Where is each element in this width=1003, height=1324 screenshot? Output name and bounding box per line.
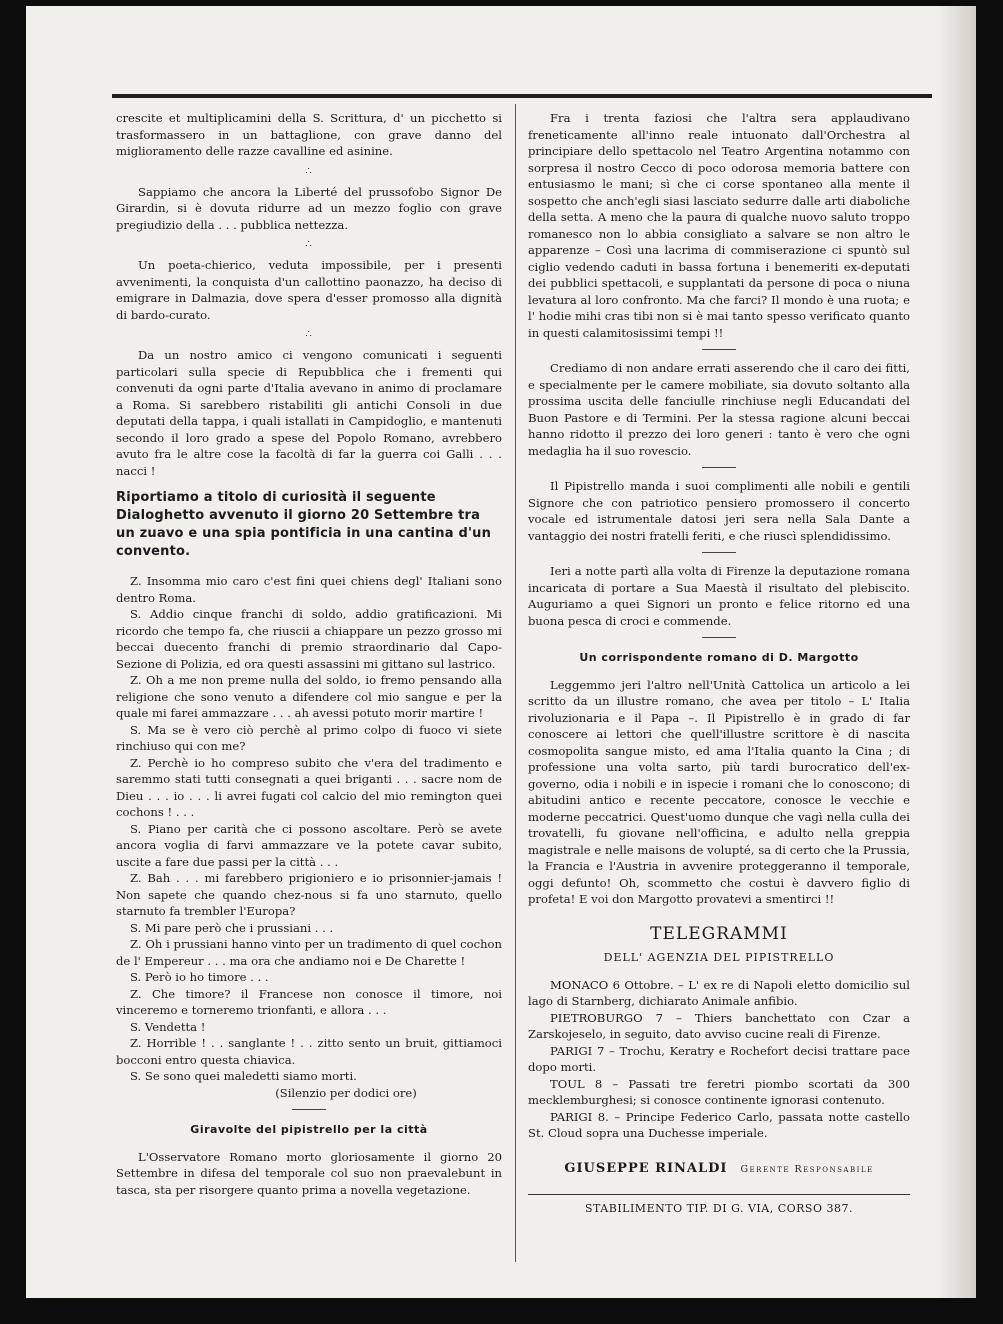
dialog-line: S. Se sono quei maledetti siamo morti.	[130, 1069, 357, 1083]
right-column	[528, 110, 910, 1218]
section-heading-giravolte: Giravolte del pipistrello per la città	[190, 1123, 428, 1136]
top-rule	[112, 94, 932, 98]
dialog-line: Z. Insomma mio caro c'est fini quei chiens degl' Italiani sono dentro Roma.	[116, 574, 502, 605]
dialog-line: S. Ma se è vero ciò perchè al primo colpo di fuoco vi siete rinchiuso qui con me?	[116, 722, 502, 753]
telegram-item: PARIGI 7 – Trochu, Keratry e Rochefort decisi trattare pace dopo morti.	[528, 1043, 910, 1074]
divider	[702, 637, 736, 638]
paragraph-osservatore: L'Osservatore Romano morto gloriosamente il giorno 20 Settembre in difesa del temporale col suo non praevalebunt in tasca, sta per risorgere quanto prima a novella vegetazione.	[116, 1149, 502, 1197]
divider	[702, 552, 736, 553]
paragraph-poeta-chierico: Un poeta-chierico, veduta impossibile, per i presenti avvenimenti, la conquista d'un callottino paonazzo, ha deciso di emigrare in Dalmazia, dove spera d'esser promosso alla dignità di bardo-curato.	[116, 258, 502, 322]
dialog-line: Z. Bah . . . mi farebbero prigioniero e io prisonnier-jamais ! Non sapete che quando chez-nous si fa uno starnuto, quello starnuto fa trembler l'Europa?	[116, 871, 502, 918]
paragraph-liberte: Sappiamo che ancora la Liberté del prussofobo Signor De Girardin, si è dovuta ridurre ad un mezzo foglio con grave pregiudizio della . . . pubblica nettezza.	[116, 184, 502, 232]
printer-imprint: STABILIMENTO TIP. DI G. VIA, CORSO 387.	[585, 1202, 853, 1215]
telegrams-subheading: DELL' AGENZIA DEL PIPISTRELLO	[603, 951, 835, 964]
divider	[292, 1109, 326, 1110]
separator-mark: ∴	[305, 165, 313, 177]
dialog-line: S. Addio cinque franchi di soldo, addio gratificazioni. Mi ricordo che tempo fa, che riuscii a chiappare un pezzo grosso mi beccai duecento franchi di premio straordinario dal Capo-Sezione di Polizia, ed ora questi assassini mi gittano sul lastrico.	[116, 607, 502, 671]
telegrams-heading: TELEGRAMMI	[650, 923, 788, 944]
newspaper-page	[26, 6, 976, 1298]
paragraph-razze: crescite et multiplicamini della S. Scrittura, d' un picchetto si trasformassero in un battaglione, con grave danno del miglioramento delle razze cavalline ed asinine.	[116, 111, 502, 158]
column-separator	[515, 104, 516, 1262]
separator-mark: ∴	[305, 329, 313, 340]
dialog-line: S. Vendetta !	[130, 1019, 206, 1034]
separator-mark: ∴	[305, 239, 313, 250]
dialog-line: Z. Horrible ! . . sanglante ! . . zitto sento un bruit, gittiamoci bocconi entro questa chiavica.	[116, 1036, 502, 1067]
dialog-line: Z. Che timore? il Francese non conosce il timore, noi vinceremo e torneremo trionfanti, e allora . . .	[116, 986, 502, 1017]
dialog-heading: Riportiamo a titolo di curiosità il seguente Dialoghetto avvenuto il giorno 20 Settembre tra un zuavo e una spia pontificia in una cantina d'un convento.	[116, 490, 492, 559]
dialog-line: S. Mi pare però che i prussiani . . .	[130, 920, 334, 935]
dialog-line: Z. Perchè io ho compreso subito che v'era del tradimento e saremmo stati tutti consegnati a quei briganti . . . sacre nom de Dieu . . . io . . . li avrei fugati col calcio del mio remington quei cochons ! . . .	[116, 755, 502, 819]
paragraph-trenta-faziosi: Fra i trenta faziosi che l'altra sera applaudivano freneticamente all'inno reale intuonato dall'Orchestra al principiare dello spettacolo nel Teatro Argentina notammo con sorpresa il nostro Cecco di poco odorosa memoria battere con entusiasmo le mani; sì che ci corse spontaneo alla mente il sospetto che anch'egli siasi lasciato sedurre dalle arti diaboliche della setta. A meno che la paura di qualche nuovo saluto troppo romanesco non lo abbia consigliato a salvare se non altro le apparenze – Così una lacrima di commiserazione ci spuntò sul ciglio vedendo caduti in bassa fortuna i benemeriti ex-deputati dei pubblici spettacoli, e supplantati da persone di poca o niuna levatura al loro confronto. Ma che farci? Il mondo è una ruota; e l' hodie mihi cras tibi non si è mai tanto spesso verificato quanto in questi calamitosissimi tempi !!	[528, 111, 910, 340]
telegram-item: PIETROBURGO 7 – Thiers banchettato con Czar a Zarskojeselo, in seguito, dato avviso cucine reali di Firenze.	[528, 1010, 910, 1041]
signature	[528, 1160, 910, 1179]
telegram-item: MONACO 6 Ottobre. – L' ex re di Napoli eletto domicilio sul lago di Starnberg, dichiarato Animale anfibio.	[528, 977, 910, 1008]
section-heading-margotto: Un corrispondente romano di D. Margotto	[579, 651, 859, 664]
paragraph-complimenti: Il Pipistrello manda i suoi complimenti alle nobili e gentili Signore che con patriotico pensiero promossero il concerto vocale ed istrumentale datosi jeri sera nella Sala Dante a vantaggio dei nostri fratelli feriti, e che riuscì splendidissimo.	[528, 479, 910, 543]
telegram-item: PARIGI 8. – Principe Federico Carlo, passata notte castello St. Cloud sopra una Duchesse imperiale.	[528, 1109, 910, 1140]
paragraph-repubblica: Da un nostro amico ci vengono comunicati i seguenti particolari sulla specie di Repubblica che i frementi qui convenuti da ogni parte d'Italia avevano in animo di proclamare a Roma. Si sarebbero ristabiliti gli antichi Consoli in due deputati della tappa, i quali istallati in Campidoglio, e mantenuti secondo il loro grado a spese del Popolo Romano, avrebbero avuto fra le altre cose la facoltà di far la guerra coi Galli . . . nacci !	[116, 348, 502, 478]
paragraph-fitti: Crediamo di non andare errati asserendo che il caro dei fitti, e specialmente per le camere mobiliate, sia dovuto soltanto alla prossima uscita delle fanciulle rinchiuse negli Educandati del Buon Pastore e di Termini. Per la stessa ragione alcuni beccai hanno ridotto il prezzo dei loro generi : tanto è vero che ogni medaglia ha il suo rovescio.	[528, 361, 910, 458]
dialog-line: Z. Oh i prussiani hanno vinto per un tradimento di quel cochon de l' Empereur . . . ma ora che andiamo noi e De Charette !	[116, 937, 502, 968]
paragraph-margotto: Leggemmo jeri l'altro nell'Unità Cattolica un articolo a lei scritto da un illustre romano, che avea per titolo – L' Italia rivoluzionaria e il Papa –. Il Pipistrello è in grado di far conoscere ai lettori che quell'illustre scrittore è di nascita cosmopolita sangue misto, ed ama l'Italia quanto la Cina ; di professione una volta sarto, più tardi burocratico dell'ex-governo, odia i nobili e in ispecie i romani che lo conoscono; di abitudini antico e recente peccatore, conosce le vecchie e moderne peccatrici. Quest'uomo dunque che vagì nella culla dei trovatelli, fu giovane nell'officina, e adulto nella greppia magistrale e nelle maisons de volupté, sa di certo che la Prussia, la Francia e l'Austria in avvenire proteggeranno il temporale, oggi defunto! Oh, scommetto che costui è davvero figlio di profeta! E voi don Margotto provatevi a smentirci !!	[528, 677, 910, 906]
bottom-rule	[528, 1194, 910, 1195]
dialog-line: Z. Oh a me non preme nulla del soldo, io fremo pensando alla religione che sono venuto a difendere col mio sangue e per la quale mi farei ammazzare . . . ah avessi potuto morir martire !	[116, 673, 502, 720]
left-column	[116, 110, 502, 1198]
telegram-item: TOUL 8 – Passati tre feretri piombo scortati da 300 mecklemburghesi; si conosce continente ignorasi contenuto.	[528, 1076, 910, 1107]
paragraph-deputazione: Ieri a notte partì alla volta di Firenze la deputazione romana incaricata di portare a Sua Maestà il risultato del plebiscito. Auguriamo a quei Signori un pronto e felice ritorno ed una buona pesca di croci e commende.	[528, 564, 910, 628]
page-shadow	[938, 6, 976, 1298]
dialog-line: S. Piano per carità che ci possono ascoltare. Però se avete ancora voglia di farvi ammazzare ve la potete cavar subito, uscite a fare due passi per la città . . .	[116, 821, 502, 869]
divider	[702, 349, 736, 350]
divider	[702, 467, 736, 468]
dialog	[116, 573, 502, 1101]
signature-role: Gerente Responsabile	[740, 1163, 874, 1175]
signature-name: GIUSEPPE RINALDI	[564, 1160, 728, 1176]
dialog-stage-direction: (Silenzio per dodici ore)	[275, 1085, 417, 1100]
dialog-line: S. Però io ho timore . . .	[130, 970, 269, 984]
